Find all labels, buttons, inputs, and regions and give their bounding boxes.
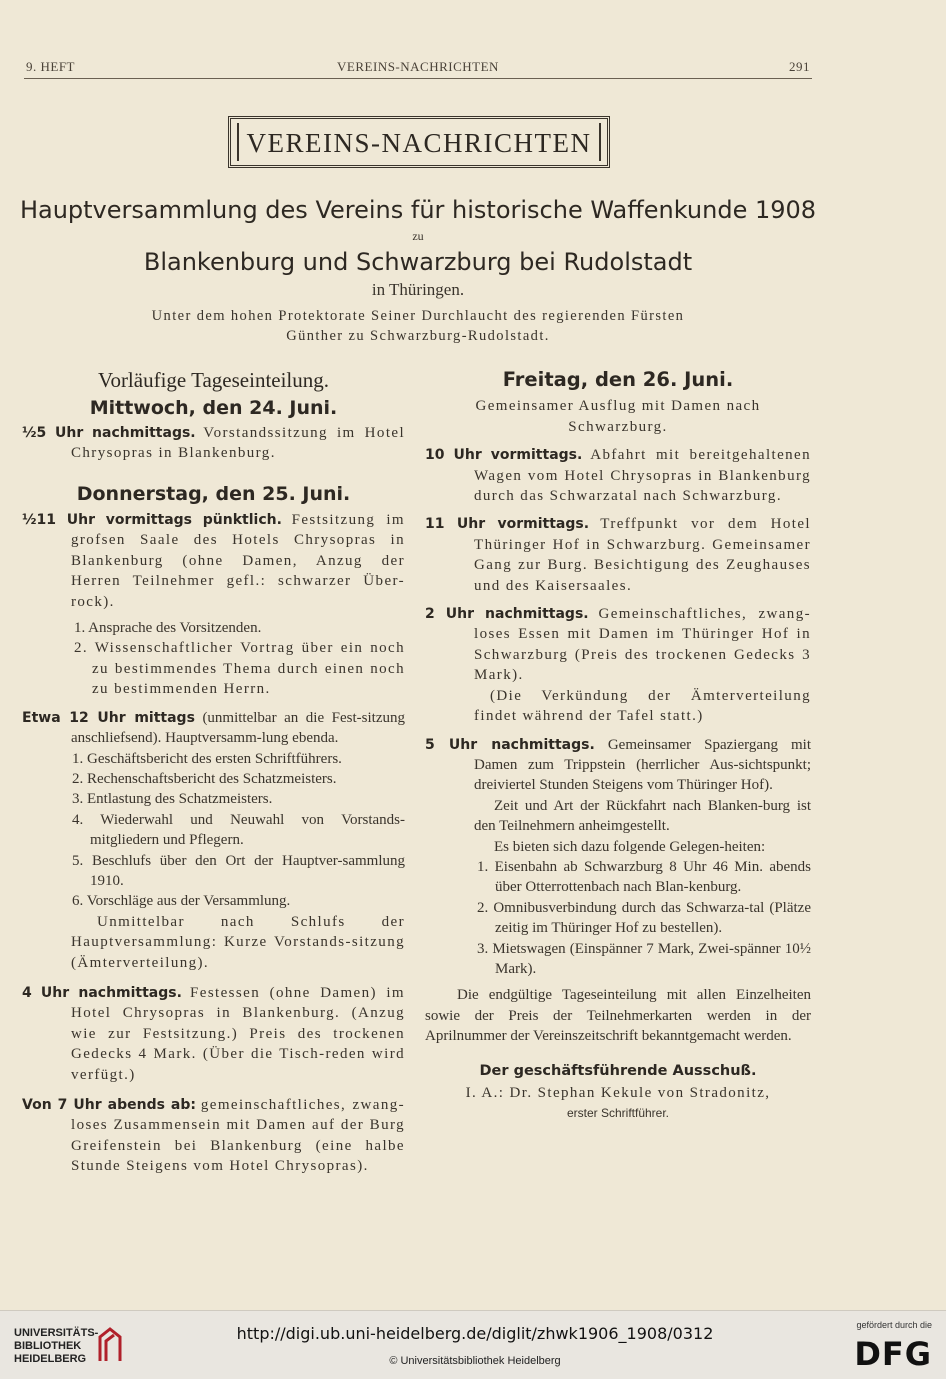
signature-heading: Der geschäftsführende Ausschuß.	[479, 1062, 757, 1079]
list-item: 1. Geschäftsbericht des ersten Schriftführers.	[72, 750, 342, 767]
excursion-note: Gemeinsamer Ausflug mit Damen nach Schwarzburg.	[475, 398, 761, 435]
closing-paragraph: Die endgültige Tageseinteilung mit allen Einzelheiten sowie der Preis der Teilnehmerkarten werden in der Aprilnummer der Vereinszeitschrift bekanntgemacht werden.	[425, 987, 811, 1045]
entry-thu-3: 4 Uhr nachmittags. Festessen (ohne Damen) im Hotel Chrysopras in Blankenburg. (Anzug wie zur Festsitzung.) Preis des trockenen Gedecks 4 Mark. (Über die Tisch-reden wird verfügt.)	[22, 984, 406, 1083]
copyright-notice: © Universitätsbibliothek Heidelberg	[389, 1355, 561, 1367]
issue-label: 9. HEFT	[26, 59, 75, 74]
patronage-line-2: Günther zu Schwarzburg-Rudolstadt.	[286, 328, 550, 344]
entry-fri-4: 5 Uhr nachmittags. Gemeinsamer Spaziergang mit Damen zum Trippstein (herrlicher Aus-sichtspunkt; dreiviertel Stunden Steigens vom Thüringer Hof).	[425, 736, 811, 794]
entry-thu-4: Von 7 Uhr abends ab: gemeinschaftliches, zwang-loses Zusammensein mit Damen auf der Burg Greifenstein bei Blankenburg (eine halbe Stunde Steigens vom Hotel Chrysopras).	[22, 1097, 406, 1175]
library-footer	[0, 1310, 946, 1379]
signature-name: I. A.: Dr. Stephan Kekule von Stradonitz,	[465, 1085, 771, 1101]
list-item: 1. Ansprache des Vorsitzenden.	[74, 620, 262, 637]
list-item: 2. Rechenschaftsbericht des Schatzmeisters.	[72, 770, 337, 787]
entry-thu-2: Etwa 12 Uhr mittags (unmittelbar an die Fest-sitzung anschliefsend). Hauptversamm-lung ebenda.	[22, 709, 405, 747]
entry-wed-1: ½5 Uhr nachmittags. Vorstandssitzung im Hotel Chrysopras in Blankenburg.	[22, 424, 406, 462]
list-item: 6. Vorschläge aus der Versammlung.	[72, 893, 291, 910]
entry-fri-2: 11 Uhr vormittags. Treffpunkt vor dem Hotel Thüringer Hof in Schwarzburg. Gemeinsamer Gang zur Burg. Besichtigung des Zeughauses und des Kaisersaales.	[425, 516, 811, 594]
title-zu: zu	[412, 229, 424, 243]
list-item: 1. Eisenbahn ab Schwarzburg 8 Uhr 46 Min. abends über Otterrottenbach nach Blan-kenburg.	[477, 858, 811, 896]
day-friday: Freitag, den 26. Juni.	[502, 368, 734, 391]
return-note: Zeit und Art der Rückfahrt nach Blanken-burg ist den Teilnehmern anheimgestellt.	[474, 797, 811, 835]
library-logo-text: UNIVERSITÄTS- BIBLIOTHEK HEIDELBERG	[14, 1327, 99, 1365]
region-title: in Thüringen.	[371, 280, 465, 299]
entry-fri-3-note: (Die Verkündung der Ämterverteilung findet während der Tafel statt.)	[474, 687, 811, 725]
location-title: Blankenburg und Schwarzburg bei Rudolstadt	[143, 248, 693, 276]
right-column	[425, 370, 811, 1124]
entry-thu-1: ½11 Uhr vormittags pünktlich. Festsitzung im grofsen Saale des Hotels Chrysopras in Blankenburg (ohne Damen, Anzug der Herren Teilnehmer gefl.: schwarzer Über-rock).	[22, 512, 406, 610]
list-item: 2. Wissenschaftlicher Vortrag über ein noch zu bestimmendes Thema durch einen noch zu bestimmenden Herrn.	[74, 640, 405, 698]
list-item: 3. Entlastung des Schatzmeisters.	[72, 791, 273, 808]
page-number: 291	[789, 59, 810, 74]
entry-fri-3: 2 Uhr nachmittags. Gemeinschaftliches, zwang-loses Essen mit Damen im Thüringer Hof in Schwarzburg (Preis des trockenen Gedecks 3 Mark).	[425, 606, 811, 684]
left-column	[22, 370, 405, 1177]
options-intro: Es bieten sich dazu folgende Gelegen-heiten:	[494, 838, 766, 855]
dfg-logo: DFG	[854, 1335, 932, 1373]
day-thursday: Donnerstag, den 25. Juni.	[76, 482, 351, 505]
entry-fri-1: 10 Uhr vormittags. Abfahrt mit bereitgehaltenen Wagen vom Hotel Chrysopras in Blankenburg durch das Schwarzatal nach Schwarzburg.	[425, 447, 812, 505]
library-logo-icon	[96, 1325, 126, 1365]
day-wednesday: Mittwoch, den 24. Juni.	[89, 397, 338, 420]
list-item: 3. Mietswagen (Einspänner 7 Mark, Zwei-spänner 10½ Mark).	[477, 940, 811, 977]
schedule-heading: Vorläufige Tageseinteilung.	[97, 368, 330, 392]
permalink-url[interactable]: http://digi.ub.uni-heidelberg.de/diglit/zhwk1906_1908/0312	[236, 1324, 714, 1343]
list-item: 5. Beschlufs über den Ort der Hauptver-sammlung 1910.	[72, 852, 405, 889]
patronage-line-1: Unter dem hohen Protektorate Seiner Durchlaucht des regierenden Fürsten	[151, 308, 685, 324]
entry-thu-2-after: Unmittelbar nach Schlufs der Hauptversammlung: Kurze Vorstands-sitzung (Ämterverteilung).	[71, 913, 405, 971]
list-item: 2. Omnibusverbindung durch das Schwarza-tal (Plätze zeitig im Thüringer Hof zu bestellen).	[477, 899, 811, 937]
signature-role: erster Schriftführer.	[566, 1106, 670, 1121]
header-rule	[24, 78, 812, 79]
main-title: Hauptversammlung des Vereins für historische Waffenkunde 1908	[19, 196, 817, 224]
section-label: VEREINS-NACHRICHTEN	[337, 59, 499, 74]
list-item: 4. Wiederwahl und Neuwahl von Vorstands-mitgliedern und Pflegern.	[72, 811, 405, 849]
funding-label: gefördert durch die	[856, 1320, 932, 1330]
banner-title: VEREINS-NACHRICHTEN	[246, 128, 592, 158]
section-banner	[228, 116, 610, 168]
